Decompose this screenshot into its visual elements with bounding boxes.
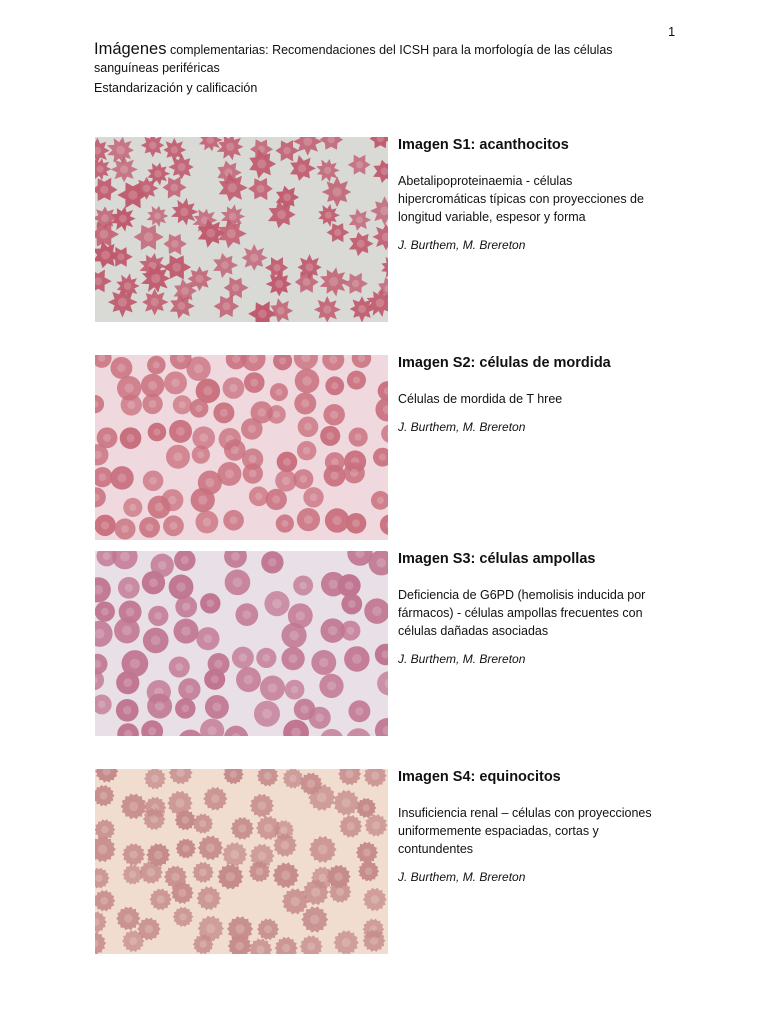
cell-central-pallor	[228, 183, 237, 192]
cell-central-pallor	[154, 612, 162, 620]
cell-central-pallor	[175, 799, 184, 808]
cell-central-pallor	[149, 142, 157, 150]
cell-central-pallor	[220, 409, 228, 417]
cell-central-pallor	[257, 185, 265, 193]
cell-central-pallor	[249, 455, 257, 463]
cell-central-pallor	[182, 845, 189, 852]
cell-central-pallor	[249, 470, 257, 478]
cell-central-pallor	[214, 660, 222, 668]
cell-central-pallor	[232, 284, 240, 292]
cell-central-pallor	[370, 937, 378, 945]
cell-central-pallor	[229, 213, 237, 221]
cell-central-pallor	[205, 478, 214, 487]
cell-central-pallor	[371, 772, 379, 780]
cell-central-pallor	[200, 941, 207, 948]
cell-central-pallor	[273, 264, 280, 271]
cell-central-pallor	[155, 701, 165, 711]
cell-central-pallor	[232, 355, 240, 363]
image-title-s2: Imagen S2: células de mordida	[398, 355, 611, 371]
cell-central-pallor	[296, 611, 305, 620]
cell-central-pallor	[342, 938, 351, 947]
cell-central-pallor	[179, 401, 186, 408]
cell-central-pallor	[178, 302, 186, 310]
cell-central-pallor	[203, 634, 212, 643]
cell-central-pallor	[256, 946, 264, 954]
cell-central-pallor	[255, 493, 262, 500]
blood-smear-image-s1	[95, 137, 388, 322]
cell-central-pallor	[95, 874, 103, 882]
smear-svg-s2	[95, 355, 388, 540]
cell-central-pallor	[100, 186, 108, 194]
cell-central-pallor	[275, 280, 283, 288]
cell-central-pallor	[327, 681, 336, 690]
cell-central-pallor	[318, 845, 328, 855]
cell-central-pallor	[304, 515, 313, 524]
cell-central-pallor	[371, 895, 379, 903]
image-description-s2: Células de mordida de T hree	[398, 392, 563, 406]
cell-central-pallor	[99, 473, 107, 481]
cell-central-pallor	[199, 433, 208, 442]
cell-central-pallor	[122, 626, 132, 636]
cell-central-pallor	[130, 850, 138, 858]
cell-central-pallor	[299, 582, 307, 590]
cell-central-pallor	[283, 147, 290, 154]
cell-central-pallor	[329, 355, 337, 363]
cell-central-pallor	[129, 871, 136, 878]
cell-central-pallor	[227, 229, 236, 238]
cell-central-pallor	[203, 386, 212, 395]
cell-central-pallor	[326, 432, 334, 440]
cell-central-pallor	[377, 497, 384, 504]
cell-central-pallor	[211, 794, 220, 803]
cell-central-pallor	[206, 843, 215, 852]
cell-central-pallor	[236, 942, 244, 950]
cell-central-pallor	[365, 867, 372, 874]
cell-central-pallor	[143, 185, 150, 192]
image-description-s3: Deficiencia de G6PD (hemolisis inducida por fármacos) - células ampollas frecuentes con células dañadas asociadas	[398, 588, 646, 638]
cell-central-pallor	[350, 469, 358, 477]
cell-central-pallor	[281, 841, 289, 849]
cell-central-pallor	[199, 869, 207, 877]
cell-central-pallor	[315, 714, 323, 722]
cell-central-pallor	[125, 584, 133, 592]
cell-central-pallor	[181, 705, 189, 713]
cell-central-pallor	[244, 675, 253, 684]
image-author-s1: J. Burthem, M. Brereton	[398, 238, 526, 252]
cell-central-pallor	[376, 558, 386, 568]
cell-central-pallor	[345, 581, 354, 590]
image-author-s4: J. Burthem, M. Brereton	[398, 870, 526, 884]
cell-central-pallor	[268, 558, 276, 566]
cell-central-pallor	[357, 240, 365, 248]
cell-central-pallor	[208, 726, 217, 735]
cell-central-pallor	[248, 425, 256, 433]
cell-central-pallor	[302, 376, 311, 385]
cell-central-pallor	[154, 851, 162, 859]
cell-central-pallor	[301, 399, 309, 407]
blood-smear-image-s3	[95, 551, 388, 736]
cell-central-pallor	[194, 364, 203, 373]
cell-central-pallor	[101, 214, 109, 222]
header-line2: sanguíneas periféricas	[94, 61, 220, 75]
cell-central-pallor	[250, 379, 258, 387]
cell-central-pallor	[282, 477, 290, 485]
cell-central-pallor	[120, 552, 130, 562]
cell-central-pallor	[118, 473, 127, 482]
cell-central-pallor	[264, 925, 272, 933]
cell-central-pallor	[221, 261, 229, 269]
cell-central-pallor	[257, 408, 265, 416]
cell-central-pallor	[231, 552, 240, 561]
cell-central-pallor	[230, 516, 238, 524]
cell-central-pallor	[334, 229, 341, 236]
cell-central-pallor	[329, 579, 338, 588]
cell-central-pallor	[148, 727, 156, 735]
cell-central-pallor	[101, 826, 108, 833]
cell-central-pallor	[290, 897, 299, 906]
cell-central-pallor	[144, 232, 153, 241]
cell-central-pallor	[262, 654, 270, 662]
cell-central-pallor	[279, 357, 286, 364]
cell-central-pallor	[304, 423, 312, 431]
cell-central-pallor	[151, 298, 159, 306]
cell-central-pallor	[173, 452, 182, 461]
cell-central-pallor	[181, 556, 189, 564]
cell-central-pallor	[256, 868, 264, 876]
cell-central-pallor	[355, 707, 363, 715]
caption-s1	[398, 136, 658, 253]
cell-central-pallor	[100, 897, 108, 905]
cell-central-pallor	[124, 914, 133, 923]
image-description-s4: Insuficiencia renal – células con proyecciones uniformemente espaciadas, cortas y contundentes	[398, 806, 652, 856]
caption-s3	[398, 550, 658, 667]
cell-central-pallor	[225, 469, 234, 478]
cell-central-pallor	[229, 384, 237, 392]
cell-central-pallor	[179, 913, 186, 920]
cell-central-pallor	[116, 146, 125, 155]
cell-central-pallor	[199, 820, 206, 827]
cell-central-pallor	[101, 251, 110, 260]
cell-central-pallor	[100, 792, 108, 800]
cell-central-pallor	[176, 582, 185, 591]
cell-central-pallor	[352, 280, 359, 287]
cell-central-pallor	[103, 434, 111, 442]
cell-central-pallor	[103, 552, 111, 560]
cell-central-pallor	[182, 816, 189, 823]
cell-central-pallor	[264, 772, 272, 780]
cell-central-pallor	[182, 603, 190, 611]
cell-central-pallor	[185, 685, 193, 693]
cell-central-pallor	[311, 888, 320, 897]
cell-central-pallor	[324, 167, 331, 174]
cell-central-pallor	[151, 636, 161, 646]
cell-central-pallor	[231, 446, 239, 454]
cell-central-pallor	[258, 852, 267, 861]
cell-central-pallor	[250, 254, 258, 262]
cell-central-pallor	[203, 518, 212, 527]
cell-central-pallor	[128, 190, 137, 199]
cell-central-pallor	[149, 578, 158, 587]
cell-central-pallor	[171, 873, 179, 881]
cell-central-pallor	[154, 170, 161, 177]
cell-central-pallor	[352, 519, 360, 527]
cell-central-pallor	[158, 561, 167, 570]
cell-central-pallor	[178, 163, 186, 171]
cell-central-pallor	[150, 815, 158, 823]
cell-central-pallor	[235, 924, 244, 933]
cell-central-pallor	[223, 302, 231, 310]
cell-central-pallor	[181, 287, 189, 295]
cell-central-pallor	[331, 382, 338, 389]
cell-central-pallor	[154, 213, 161, 220]
cell-central-pallor	[146, 523, 154, 531]
cell-central-pallor	[306, 263, 314, 271]
cell-central-pallor	[300, 705, 308, 713]
cell-central-pallor	[233, 577, 243, 587]
cell-central-pallor	[153, 429, 160, 436]
cell-central-pallor	[325, 212, 332, 219]
cell-central-pallor	[206, 599, 214, 607]
cell-central-pallor	[362, 804, 369, 811]
cell-central-pallor	[117, 364, 125, 372]
cell-central-pallor	[354, 433, 361, 440]
cell-central-pallor	[258, 801, 267, 810]
cell-central-pallor	[348, 600, 356, 608]
image-description-s1: Abetalipoproteinaemia - células hipercromáticas típicas con proyecciones de longitud variable, espesor y forma	[398, 174, 644, 224]
cell-central-pallor	[336, 888, 344, 896]
cell-central-pallor	[101, 608, 109, 616]
cell-central-pallor	[98, 701, 106, 709]
cell-central-pallor	[291, 686, 299, 694]
cell-central-pallor	[275, 389, 282, 396]
smear-svg-s4	[95, 769, 388, 954]
cell-central-pallor	[243, 610, 252, 619]
cell-central-pallor	[123, 678, 132, 687]
cell-central-pallor	[147, 868, 155, 876]
cell-central-pallor	[334, 872, 343, 881]
cell-central-pallor	[129, 937, 137, 945]
cell-central-pallor	[372, 606, 382, 616]
cell-central-pallor	[272, 599, 282, 609]
cell-central-pallor	[170, 522, 178, 530]
cell-central-pallor	[181, 626, 190, 635]
cell-central-pallor	[180, 208, 188, 216]
cell-central-pallor	[97, 166, 104, 173]
cell-central-pallor	[282, 944, 290, 952]
cell-central-pallor	[148, 381, 157, 390]
cell-central-pallor	[171, 379, 180, 388]
cell-central-pallor	[230, 850, 239, 859]
cell-central-pallor	[99, 230, 108, 239]
cell-central-pallor	[330, 471, 338, 479]
cell-central-pallor	[125, 384, 134, 393]
cell-central-pallor	[310, 915, 320, 925]
cell-central-pallor	[129, 802, 138, 811]
cell-central-pallor	[230, 771, 237, 778]
cell-central-pallor	[129, 504, 136, 511]
header-word-imagenes: Imágenes	[94, 40, 167, 58]
caption-s4	[398, 768, 658, 885]
cell-central-pallor	[262, 709, 272, 719]
cell-central-pallor	[226, 872, 235, 881]
cell-central-pallor	[281, 520, 288, 527]
cell-central-pallor	[206, 924, 215, 933]
cell-central-pallor	[307, 942, 315, 950]
cell-central-pallor	[356, 161, 363, 168]
cell-central-pallor	[281, 871, 290, 880]
cell-central-pallor	[307, 780, 315, 788]
cell-central-pallor	[98, 845, 107, 854]
blood-smear-image-s2	[95, 355, 388, 540]
cell-central-pallor	[277, 210, 286, 219]
cell-central-pallor	[330, 411, 338, 419]
cell-central-pallor	[273, 411, 280, 418]
cell-central-pallor	[171, 146, 178, 153]
cell-central-pallor	[332, 516, 341, 525]
cell-central-pallor	[332, 187, 341, 196]
cell-central-pallor	[126, 434, 134, 442]
cell-central-pallor	[303, 137, 312, 146]
cell-central-pallor	[352, 654, 362, 664]
cell-central-pallor	[101, 521, 109, 529]
cell-central-pallor	[198, 495, 207, 504]
cell-central-pallor	[298, 164, 306, 172]
cell-central-pallor	[283, 458, 291, 466]
caption-s2	[398, 354, 658, 435]
cell-central-pallor	[303, 447, 310, 454]
cell-central-pallor	[310, 493, 318, 501]
cell-central-pallor	[379, 454, 386, 461]
cell-central-pallor	[172, 263, 181, 272]
cell-central-pallor	[149, 477, 157, 485]
cell-central-pallor	[376, 299, 385, 308]
cell-central-pallor	[151, 274, 160, 283]
smear-svg-s1	[95, 137, 388, 322]
cell-central-pallor	[124, 282, 132, 290]
cell-central-pallor	[342, 798, 351, 807]
cell-central-pallor	[118, 298, 127, 307]
cell-central-pallor	[289, 775, 296, 782]
cell-central-pallor	[258, 310, 267, 319]
cell-central-pallor	[153, 362, 160, 369]
cell-central-pallor	[323, 306, 331, 314]
cell-central-pallor	[289, 654, 298, 663]
cell-central-pallor	[300, 475, 308, 483]
cell-central-pallor	[226, 143, 234, 151]
cell-central-pallor	[126, 608, 135, 617]
document-header	[94, 40, 654, 97]
cell-central-pallor	[268, 683, 278, 693]
cell-central-pallor	[346, 770, 354, 778]
image-title-s4: Imagen S4: equinocitos	[398, 769, 561, 785]
cell-central-pallor	[238, 824, 246, 832]
cell-central-pallor	[175, 663, 183, 671]
cell-central-pallor	[358, 305, 366, 313]
smear-svg-s3	[95, 551, 388, 736]
cell-central-pallor	[151, 775, 159, 783]
cell-central-pallor	[289, 631, 299, 641]
cell-central-pallor	[130, 658, 140, 668]
cell-central-pallor	[197, 451, 204, 458]
cell-central-pallor	[212, 702, 221, 711]
cell-central-pallor	[283, 193, 291, 201]
cell-central-pallor	[145, 925, 153, 933]
cell-central-pallor	[118, 253, 125, 260]
cell-central-pallor	[303, 278, 311, 286]
cell-central-pallor	[149, 400, 157, 408]
cell-central-pallor	[176, 427, 185, 436]
cell-central-pallor	[121, 525, 129, 533]
cell-central-pallor	[329, 277, 338, 286]
cell-central-pallor	[317, 793, 327, 803]
cell-central-pallor	[272, 495, 280, 503]
cell-central-pallor	[168, 496, 176, 504]
cell-central-pallor	[353, 376, 360, 383]
image-author-s3: J. Burthem, M. Brereton	[398, 652, 526, 666]
cell-central-pallor	[119, 215, 127, 223]
header-line1: complementarias: Recomendaciones del ICSH para la morfología de las células	[166, 43, 613, 57]
blood-smear-image-s4	[95, 769, 388, 954]
cell-central-pallor	[257, 159, 266, 168]
cell-central-pallor	[123, 706, 132, 715]
image-title-s1: Imagen S1: acanthocitos	[398, 137, 569, 153]
cell-central-pallor	[356, 216, 363, 223]
cell-central-pallor	[195, 405, 202, 412]
cell-central-pallor	[372, 821, 380, 829]
image-title-s3: Imagen S3: células ampollas	[398, 551, 596, 567]
cell-central-pallor	[211, 675, 219, 683]
cell-central-pallor	[280, 826, 287, 833]
page-number: 1	[668, 24, 676, 39]
cell-central-pallor	[196, 275, 204, 283]
cell-central-pallor	[328, 626, 337, 635]
cell-central-pallor	[157, 895, 165, 903]
cell-central-pallor	[318, 874, 326, 882]
cell-central-pallor	[127, 401, 135, 409]
image-author-s2: J. Burthem, M. Brereton	[398, 420, 526, 434]
cell-central-pallor	[264, 824, 273, 833]
header-subtitle: Estandarización y calificación	[94, 81, 258, 95]
cell-central-pallor	[95, 629, 105, 639]
cell-central-pallor	[206, 229, 215, 238]
cell-central-pallor	[178, 889, 186, 897]
cell-central-pallor	[347, 822, 355, 830]
cell-central-pallor	[239, 653, 247, 661]
cell-central-pallor	[170, 184, 178, 192]
cell-central-pallor	[120, 165, 128, 173]
cell-central-pallor	[204, 894, 213, 903]
cell-central-pallor	[319, 658, 328, 667]
cell-central-pallor	[363, 849, 371, 857]
cell-central-pallor	[347, 627, 355, 635]
cell-central-pallor	[277, 307, 285, 315]
cell-central-pallor	[171, 240, 179, 248]
